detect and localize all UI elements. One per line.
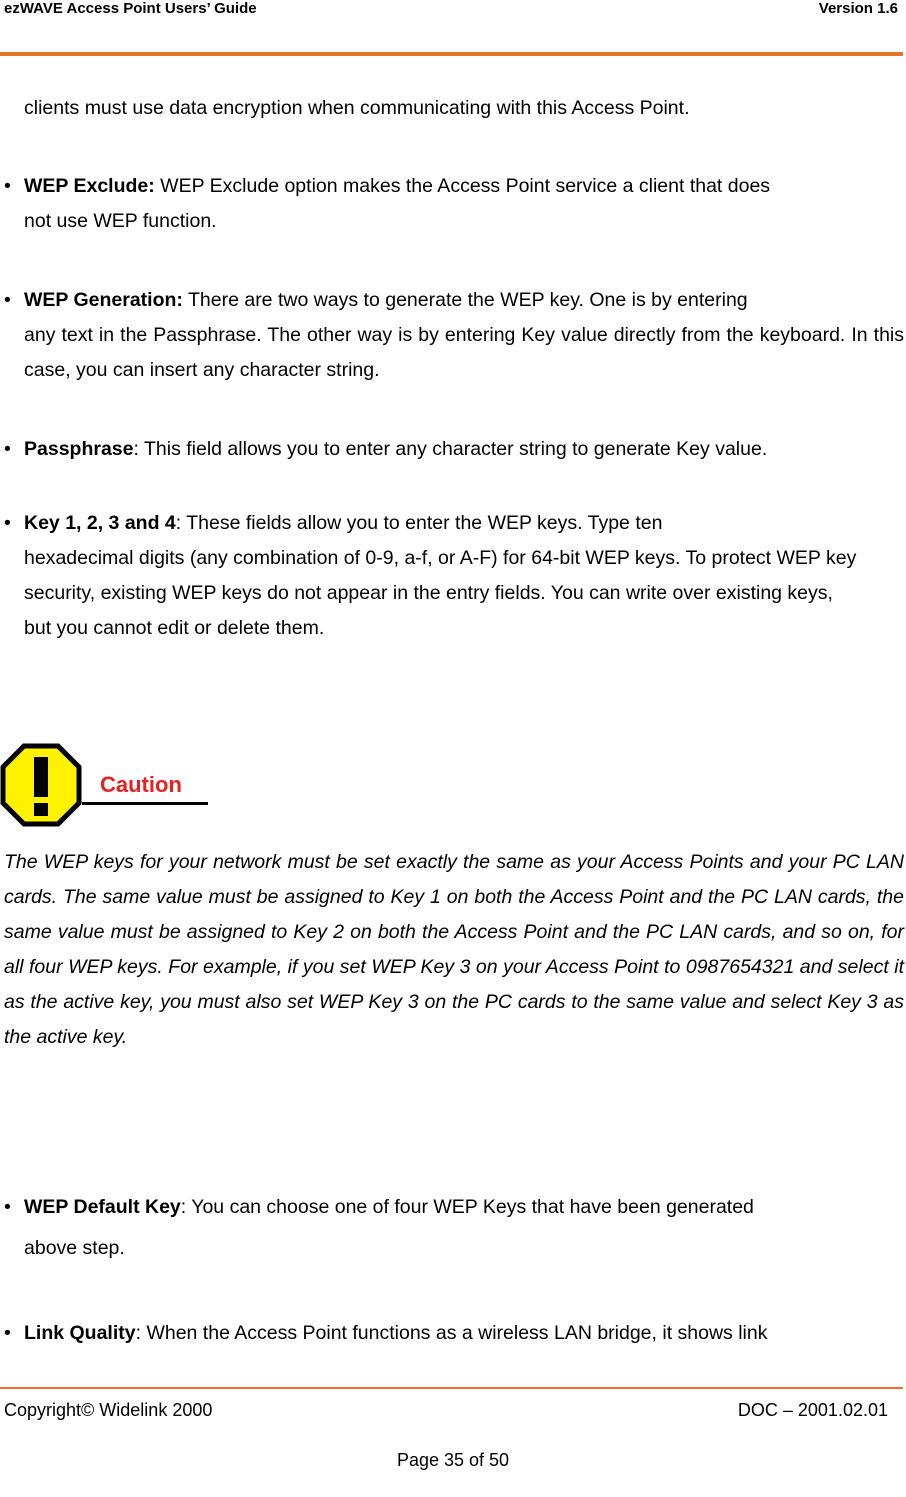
list-item-wep-generation [4,283,904,388]
bullet: • [4,1322,11,1344]
footer-rule [0,1387,903,1389]
item-continuation: not use WEP function. [24,210,217,232]
bullet: • [4,289,11,311]
term: WEP Default Key [24,1196,181,1218]
list-item-wep-exclude [4,169,904,239]
item-text: : You can choose one of four WEP Keys that have been generated [180,1196,754,1218]
item-text: : These fields allow you to enter the WEP keys. Type ten [175,512,663,534]
list-item-passphrase [4,432,904,467]
item-text: : This field allows you to enter any character string to generate Key value. [133,438,768,460]
bullet: • [4,1196,11,1218]
item-continuation: above step. [24,1237,125,1259]
header-version: Version 1.6 [818,0,898,17]
header-title: ezWAVE Access Point Users’ Guide [4,0,257,17]
term: WEP Exclude: [24,175,155,197]
caution-text: The WEP keys for your network must be set exactly the same as your Access Points and your PC LAN cards. The same value must be assigned to Key 1 on both the Access Point and the PC LAN cards, the same value must be assigned to Key 2 on both the Access Point and the PC LAN cards, and so on, for all four WEP keys. For example, if you set WEP Key 3 on your Access Point to 0987654321 and select it as the active key, you must also set WEP Key 3 on the PC cards to the same value and select Key 3 as the active key. [4,851,904,1048]
list-item-wep-default-key [4,1190,904,1266]
item-text: There are two ways to generate the WEP key. One is by entering [182,289,748,311]
bullet: • [4,175,11,197]
bullet: • [4,512,11,534]
caution-underline [82,802,208,805]
term: WEP Generation: [24,289,183,311]
item-continuation: hexadecimal digits (any combination of 0-9, a-f, or A-F) for 64-bit WEP keys. To protect WEP key security, existing WEP keys do not appear in the entry fields. You can write over existing keys, but you cannot edit or delete them. [24,547,857,639]
item-text: WEP Exclude option makes the Access Point service a client that does [154,175,771,197]
term: Link Quality [24,1322,136,1344]
term: Passphrase [24,438,134,460]
term: Key 1, 2, 3 and 4 [24,512,176,534]
header-rule [0,52,903,56]
list-item-keys [4,506,864,646]
list-item-link-quality [4,1316,904,1351]
footer-doc: DOC – 2001.02.01 [737,1400,888,1420]
intro-paragraph: clients must use data encryption when communicating with this Access Point. [24,97,690,119]
item-continuation: any text in the Passphrase. The other way is by entering Key value directly from the keyboard. In this case, you can insert any character string. [24,324,904,381]
bullet: • [4,438,11,460]
footer-copyright: Copyright© Widelink 2000 [4,1400,213,1420]
caution-label: Caution [100,772,182,797]
warning-octagon-icon [0,743,82,827]
item-text: : When the Access Point functions as a wireless LAN bridge, it shows link [135,1322,768,1344]
page-number: Page 35 of 50 [396,1450,510,1470]
